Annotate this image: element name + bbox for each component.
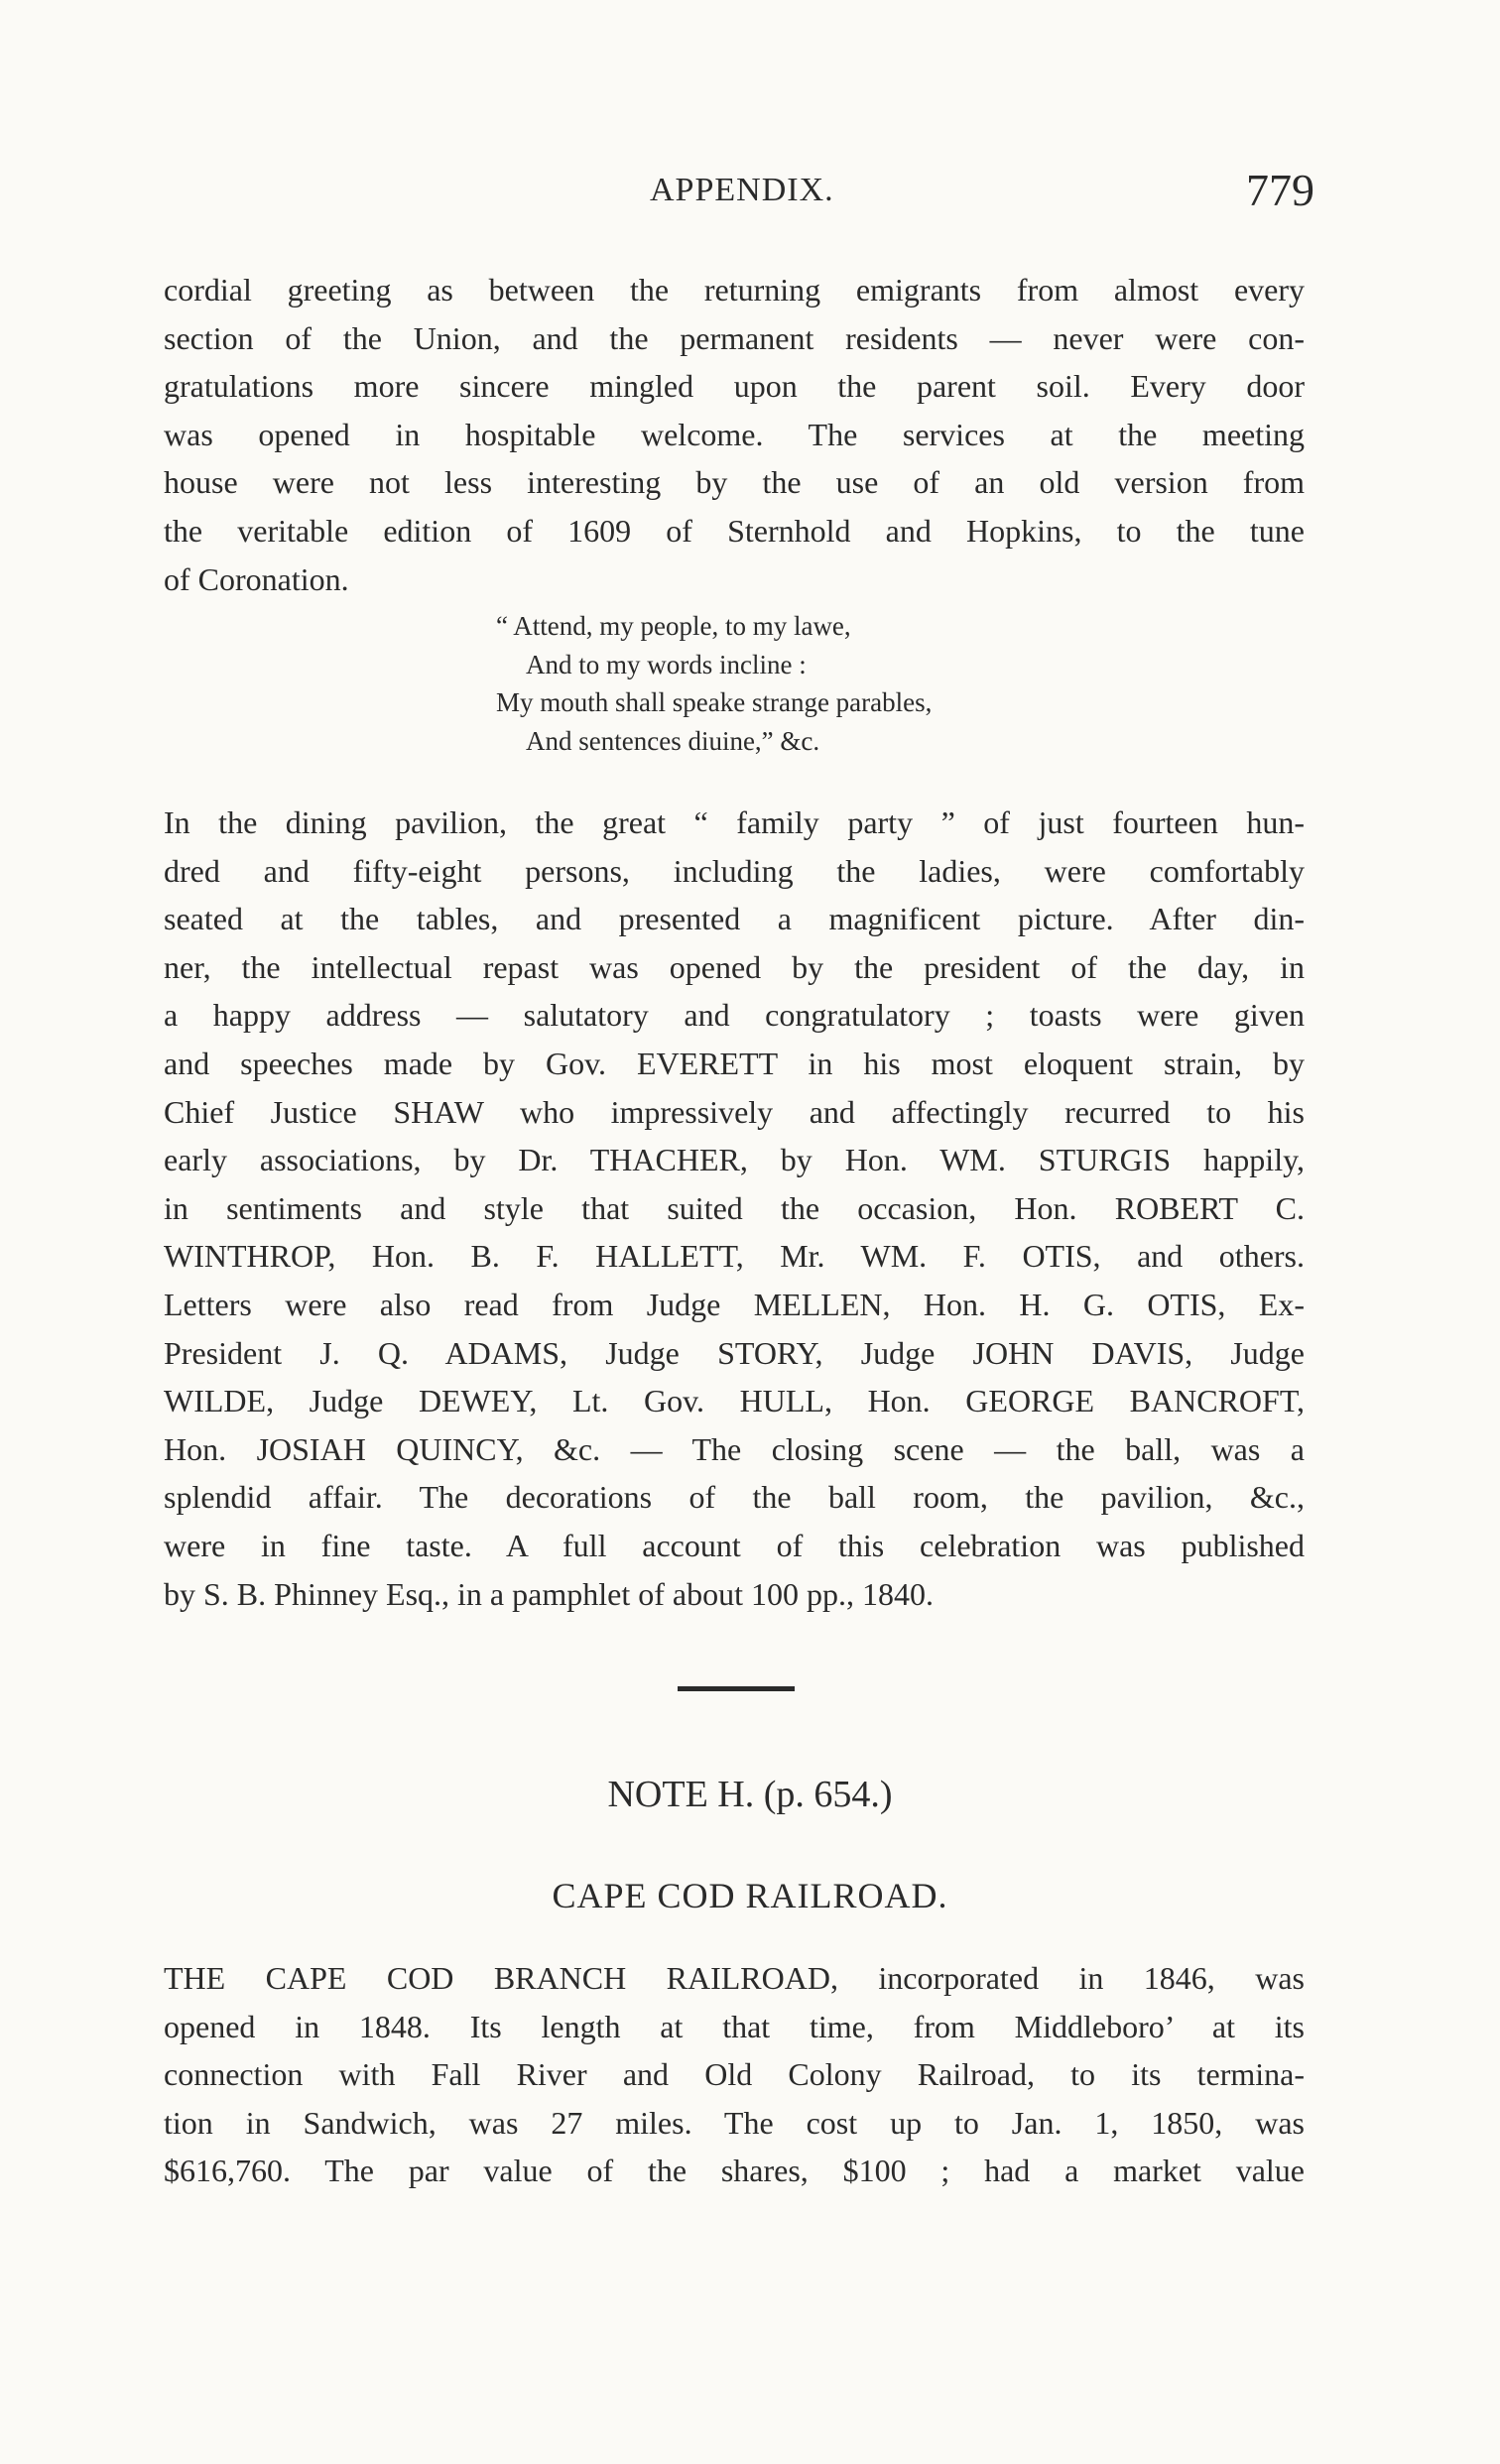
note-title: NOTE H. (p. 654.) — [607, 1774, 893, 1815]
text-line: tion in Sandwich, was 27 miles. The cost up to Jan. 1, 1850, was — [164, 2104, 1305, 2141]
text-line: house were not less interesting by the use of an old version from — [164, 464, 1305, 501]
text-line: by S. B. Phinney Esq., in a pamphlet of about 100 pp., 1840. — [164, 1575, 934, 1612]
paragraph-1 — [164, 266, 1305, 603]
verse-line: And sentences diuine,” &c. — [526, 725, 820, 756]
text-line: of Coronation. — [164, 560, 349, 597]
text-line: Hon. JOSIAH QUINCY, &c. — The closing scene — the ball, was a — [164, 1430, 1305, 1467]
verse-line: My mouth shall speake strange parables, — [496, 687, 933, 717]
text-line: WILDE, Judge DEWEY, Lt. Gov. HULL, Hon. GEORGE BANCROFT, — [164, 1383, 1305, 1419]
text-line: In the dining pavilion, the great “ family party ” of just fourteen hun- — [164, 804, 1305, 840]
text-line: splendid affair. The decorations of the ball room, the pavilion, &c., — [164, 1479, 1305, 1516]
text-line: the veritable edition of 1609 of Sternhold and Hopkins, to the tune — [164, 512, 1305, 549]
text-line: President J. Q. ADAMS, Judge STORY, Judge JOHN DAVIS, Judge — [164, 1334, 1305, 1371]
text-line: THE CAPE COD BRANCH RAILROAD, incorporated in 1846, was — [164, 1960, 1305, 1996]
section-title: CAPE COD RAILROAD. — [552, 1876, 948, 1915]
text-line: cordial greeting as between the returning emigrants from almost every — [164, 272, 1305, 308]
running-head: APPENDIX. — [650, 172, 834, 208]
verse-quotation — [496, 607, 932, 760]
text-line: a happy address — salutatory and congratulatory ; toasts were given — [164, 997, 1305, 1034]
text-line: ner, the intellectual repast was opened by the president of the day, in — [164, 948, 1305, 985]
text-line: seated at the tables, and presented a magnificent picture. After din- — [164, 901, 1305, 937]
text-line: were in fine taste. A full account of this celebration was published — [164, 1527, 1305, 1563]
text-line: was opened in hospitable welcome. The services at the meeting — [164, 416, 1305, 452]
text-line: gratulations more sincere mingled upon the parent soil. Every door — [164, 368, 1305, 405]
text-line: dred and fifty-eight persons, including the ladies, were comfortably — [164, 852, 1305, 889]
text-line: connection with Fall River and Old Colony Railroad, to its termina- — [164, 2056, 1305, 2093]
page-header — [164, 164, 1314, 223]
page-number: 779 — [1246, 165, 1314, 215]
text-line: in sentiments and style that suited the occasion, Hon. ROBERT C. — [164, 1189, 1305, 1226]
paragraph-2 — [164, 799, 1305, 1618]
text-line: section of the Union, and the permanent residents — never were con- — [164, 319, 1305, 356]
text-line: WINTHROP, Hon. B. F. HALLETT, Mr. WM. F. OTIS, and others. — [164, 1238, 1305, 1275]
text-line: opened in 1848. Its length at that time, from Middleboro’ at its — [164, 2008, 1305, 2044]
verse-line: And to my words incline : — [526, 649, 807, 679]
text-line: $616,760. The par value of the shares, $100 ; had a market value — [164, 2153, 1305, 2189]
text-line: Letters were also read from Judge MELLEN, Hon. H. G. OTIS, Ex- — [164, 1286, 1305, 1322]
text-line: Chief Justice SHAW who impressively and affectingly recurred to his — [164, 1093, 1305, 1130]
text-line: and speeches made by Gov. EVERETT in his most eloquent strain, by — [164, 1045, 1305, 1081]
text-line: early associations, by Dr. THACHER, by Hon. WM. STURGIS happily, — [164, 1142, 1305, 1178]
paragraph-3 — [164, 1954, 1305, 2195]
section-divider — [678, 1686, 795, 1691]
verse-line: “ Attend, my people, to my lawe, — [496, 611, 851, 641]
